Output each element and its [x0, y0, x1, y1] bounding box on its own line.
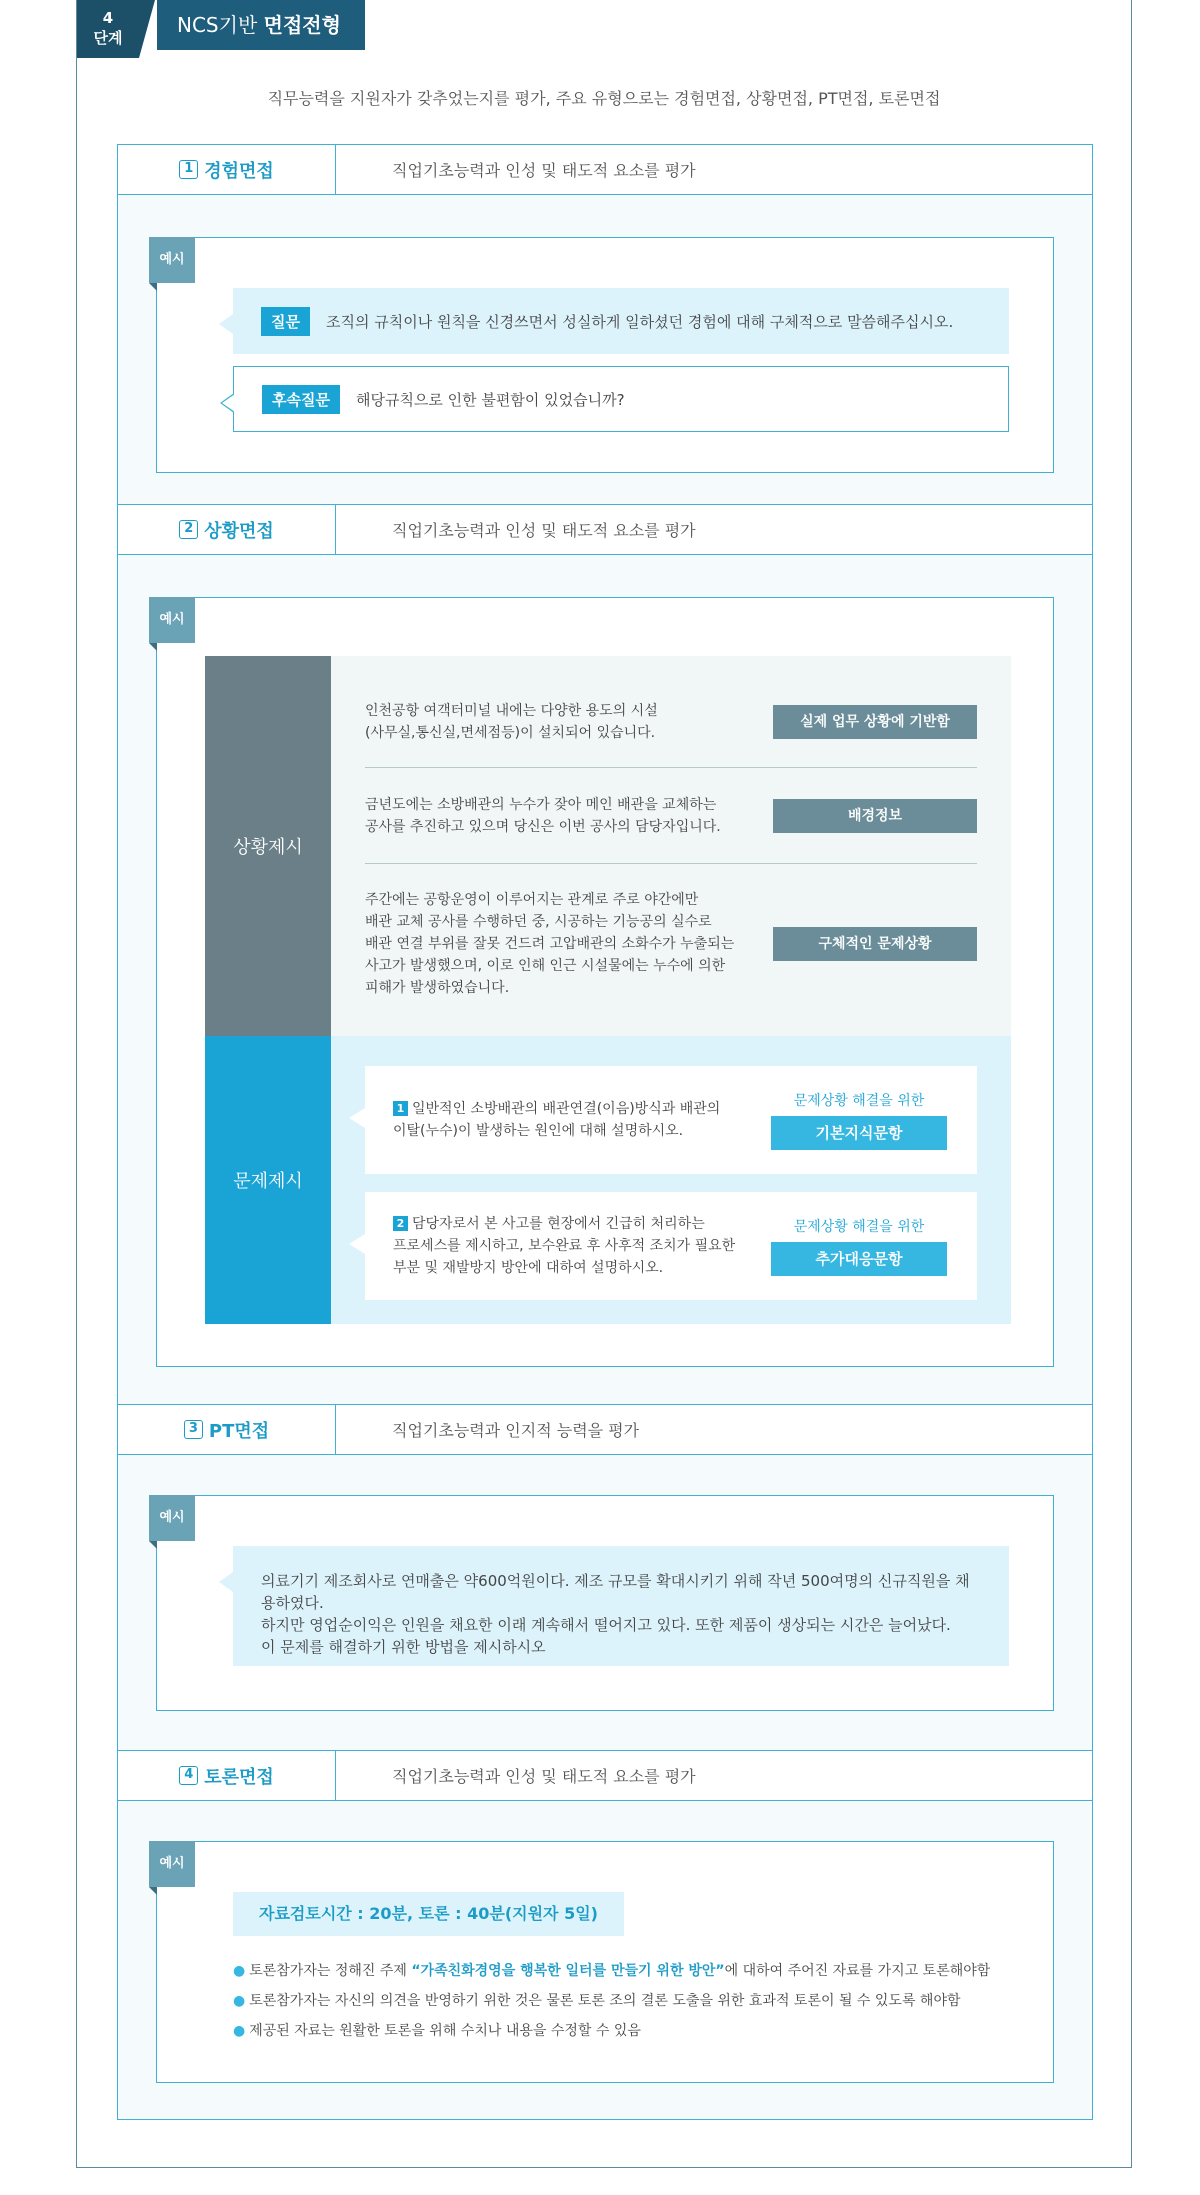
rule-text: 토론참가자는 정해진 주제: [249, 1963, 412, 1979]
followup-bubble: [233, 366, 1009, 432]
situation-item: [365, 864, 977, 1024]
text-line: 이탈(누수)이 발생하는 원인에 대해 설명하시오.: [393, 1123, 684, 1139]
content-frame: [76, 0, 1132, 2168]
situation-text: [365, 889, 734, 999]
text-line: [393, 1213, 735, 1235]
section-number-icon: 1: [179, 160, 198, 179]
question-text: 조직의 규칙이나 원칙을 신경쓰면서 성실하게 일하셨던 경험에 대해 구체적으로 말씀해주십시오.: [325, 312, 954, 331]
problem-text: [393, 1098, 720, 1142]
question-label: 질문: [261, 307, 310, 336]
example-tag: 예시: [149, 1841, 195, 1887]
example-box: [156, 1495, 1054, 1711]
rule-text: 제공된 자료는 원활한 토론을 위해 수치나 내용을 수정할 수 있음: [249, 2023, 641, 2039]
problem-side: [771, 1216, 947, 1276]
section-pt-interview: [117, 1404, 1093, 1752]
situation-text: [365, 794, 721, 838]
section-header: [118, 145, 1092, 195]
problem-number-icon: 2: [393, 1216, 408, 1231]
example-tag: 예시: [149, 597, 195, 643]
situation-text: [365, 700, 658, 744]
problem-caption: 문제상황 해결을 위한: [793, 1219, 925, 1235]
text-line-content: 담당자로서 본 사고를 현장에서 긴급히 처리하는: [412, 1216, 705, 1232]
problem-card: [365, 1066, 977, 1174]
section-discussion-interview: [117, 1750, 1093, 2120]
example-tag: 예시: [149, 1495, 195, 1541]
section-header: [118, 1751, 1092, 1801]
section-name: [118, 505, 336, 554]
section-name: [118, 145, 336, 194]
problem-label: 문제제시: [205, 1036, 331, 1324]
text-line: [393, 1098, 720, 1120]
bullet-icon: ●: [233, 2023, 246, 2039]
problem-side: [771, 1090, 947, 1150]
section-number-icon: 4: [179, 1766, 198, 1785]
section-header: [118, 1405, 1092, 1455]
text-line: 공사를 추진하고 있으며 당신은 이번 공사의 담당자입니다.: [365, 818, 721, 835]
section-number-icon: 3: [184, 1420, 203, 1439]
situation-panel: [331, 656, 1011, 1036]
text-line: 피해가 발생하였습니다.: [365, 980, 510, 996]
section-name-text: 경험면접: [204, 160, 274, 182]
time-label: 자료검토시간 : 20분, 토론 : 40분(지원자 5일): [233, 1892, 624, 1936]
section-number-icon: 2: [179, 520, 198, 539]
rule-highlight: “가족친화경영을 행복한 일터를 만들기 위한 방안”: [411, 1963, 725, 1979]
problem-caption: 문제상황 해결을 위한: [793, 1093, 925, 1109]
problem-card: [365, 1192, 977, 1300]
pt-problem-bubble: [233, 1546, 1009, 1666]
section-situational-interview: [117, 504, 1093, 1406]
followup-label: 후속질문: [262, 385, 340, 414]
rule-text: 토론참가자는 자신의 의견을 반영하기 위한 것은 물론 토론 조의 결론 도출을 위한 효과적 토론이 될 수 있도록 해야함: [249, 1993, 961, 2009]
section-header: [118, 505, 1092, 555]
text-line: 배관 교체 공사를 수행하던 중, 시공하는 기능공의 실수로: [365, 914, 712, 930]
page-title: [157, 0, 365, 50]
text-line: 프로세스를 제시하고, 보수완료 후 사후적 조치가 필요한: [393, 1238, 736, 1254]
section-name: [118, 1751, 336, 1800]
rules-list: [233, 1960, 1023, 2050]
problem-badge: 추가대응문항: [771, 1242, 947, 1276]
page-title-prefix: NCS기반: [177, 13, 264, 37]
text-line: 배관 연결 부위를 잘못 건드려 고압배관의 소화수가 누출되는: [365, 936, 735, 952]
section-description: 직업기초능력과 인성 및 태도적 요소를 평가: [392, 1767, 696, 1786]
section-description: 직업기초능력과 인성 및 태도적 요소를 평가: [392, 521, 696, 540]
section-name-text: 토론면접: [204, 1766, 274, 1788]
text-line: 이 문제를 해결하기 위한 방법을 제시하시오: [261, 1638, 546, 1656]
step-number-badge: [77, 0, 139, 58]
section-experience-interview: [117, 144, 1093, 506]
text-line-content: 일반적인 소방배관의 배관연결(이음)방식과 배관의: [412, 1101, 721, 1117]
intro-text: 직무능력을 지원자가 갖추었는지를 평가, 주요 유형으로는 경험면접, 상황면접, PT면접, 토론면접: [267, 89, 941, 108]
situation-badge: 배경정보: [773, 799, 977, 833]
situation-badge: 구체적인 문제상황: [773, 927, 977, 961]
page-title-bold: 면접전형: [263, 13, 341, 37]
step-number: 4: [102, 9, 114, 27]
section-name: [118, 1405, 336, 1454]
section-name-text: 상황면접: [204, 520, 274, 542]
bullet-icon: ●: [233, 1993, 246, 2009]
section-name-text: PT면접: [208, 1420, 270, 1442]
problem-number-icon: 1: [393, 1101, 408, 1116]
section-description: 직업기초능력과 인지적 능력을 평가: [392, 1421, 640, 1440]
text-line: 하지만 영업순이익은 인원을 채요한 이래 계속해서 떨어지고 있다. 또한 제품이 생상되는 시간은 늘어났다.: [261, 1616, 951, 1634]
text-line: 주간에는 공항운영이 이루어지는 관계로 주로 야간에만: [365, 892, 699, 908]
section-description: 직업기초능력과 인성 및 태도적 요소를 평가: [392, 161, 696, 180]
example-box: [156, 597, 1054, 1367]
situation-item: [365, 676, 977, 768]
text-line: 의료기기 제조회사로 연매출은 약600억원이다. 제조 규모를 확대시키기 위해 작년 500여명의 신규직원을 채용하였다.: [261, 1572, 970, 1612]
bullet-icon: ●: [233, 1963, 246, 1979]
situation-badge: 실제 업무 상황에 기반함: [773, 705, 977, 739]
list-item: [233, 1990, 1023, 2010]
example-box: [156, 1841, 1054, 2083]
example-tag: 예시: [149, 237, 195, 283]
text-line: 부분 및 재발방지 방안에 대하여 설명하시오.: [393, 1260, 664, 1276]
step-unit: 단계: [93, 29, 123, 47]
text-line: (사무실,통신실,면세점등)이 설치되어 있습니다.: [365, 724, 656, 741]
list-item: [233, 1960, 1023, 1980]
followup-text: 해당규칙으로 인한 불편함이 있었습니까?: [355, 390, 625, 409]
problem-badge: 기본지식문항: [771, 1116, 947, 1150]
situation-item: [365, 768, 977, 864]
text-line: 금년도에는 소방배관의 누수가 잦아 메인 배관을 교체하는: [365, 796, 717, 813]
rule-text-post: 에 대하여 주어진 자료를 가지고 토론해야함: [724, 1963, 991, 1979]
problem-text: [393, 1213, 735, 1279]
problem-panel: [331, 1036, 1011, 1324]
text-line: 사고가 발생했으며, 이로 인해 인근 시설물에는 누수에 의한: [365, 958, 726, 974]
question-bubble: [233, 288, 1009, 354]
list-item: [233, 2020, 1023, 2040]
example-box: [156, 237, 1054, 473]
situation-label: 상황제시: [205, 656, 331, 1036]
text-line: 인천공항 여객터미널 내에는 다양한 용도의 시설: [365, 702, 658, 719]
step-header: [77, 0, 365, 58]
